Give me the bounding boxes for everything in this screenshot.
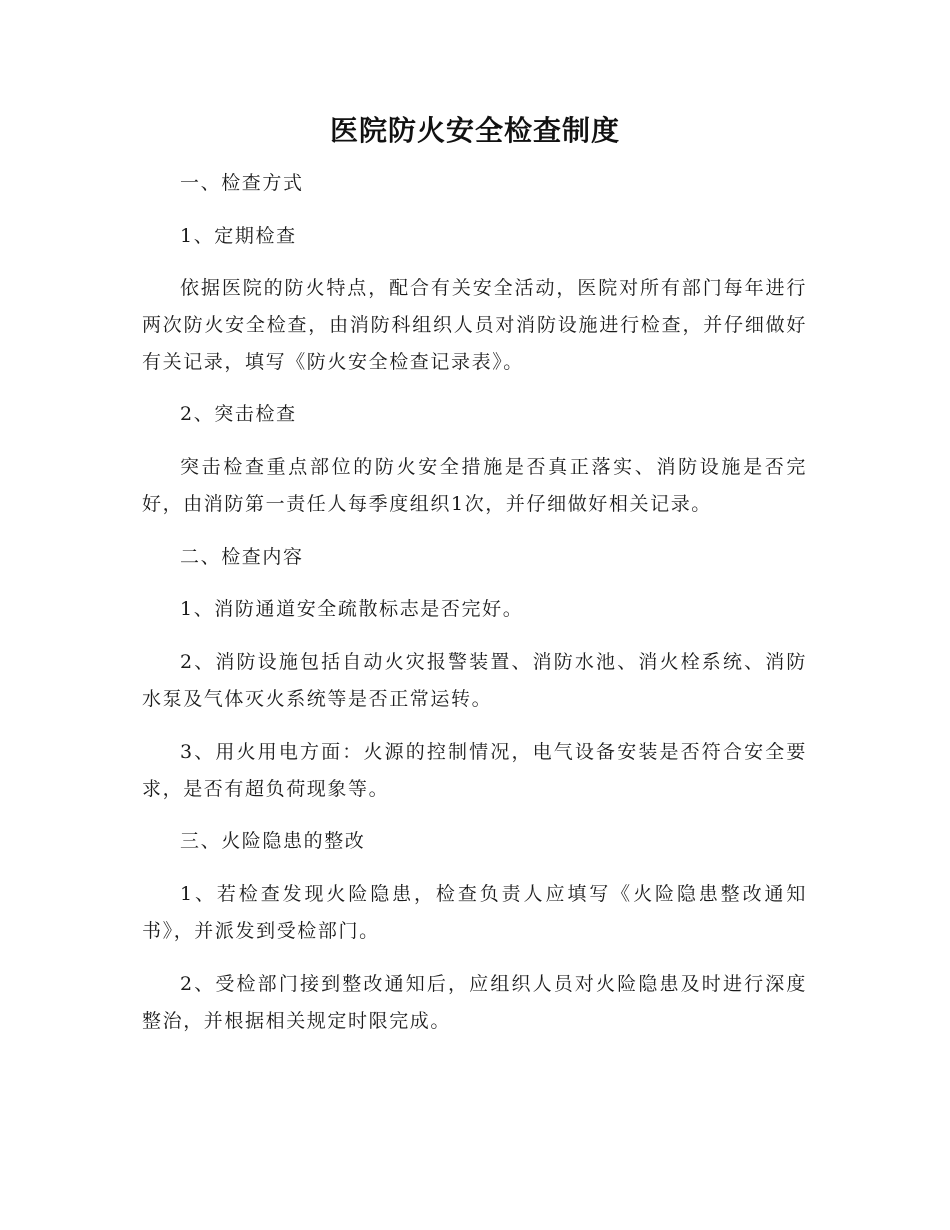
list-item-rectification-deadline: 2、受检部门接到整改通知后，应组织人员对火险隐患及时进行深度整治，并根据相关规定时限完成。	[142, 973, 807, 1032]
list-item-hazard-notice: 1、若检查发现火险隐患，检查负责人应填写《火险隐患整改通知书》，并派发到受检部门。	[142, 883, 807, 942]
section-heading-inspection-method: 一、检查方式	[180, 172, 304, 194]
section-heading-hazard-rectification: 三、火险隐患的整改	[180, 830, 366, 852]
paragraph-regular-inspection: 依据医院的防火特点，配合有关安全活动，医院对所有部门每年进行两次防火安全检查，由消防科组织人员对消防设施进行检查，并仔细做好有关记录，填写《防火安全检查记录表》。	[142, 277, 807, 373]
list-item-fire-facilities: 2、消防设施包括自动火灾报警装置、消防水池、消火栓系统、消防水泵及气体灭火系统等是否正常运转。	[142, 651, 807, 710]
list-item-fire-electricity: 3、用火用电方面：火源的控制情况，电气设备安装是否符合安全要求，是否有超负荷现象等。	[142, 741, 807, 800]
list-item-evacuation-signs: 1、消防通道安全疏散标志是否完好。	[180, 598, 524, 620]
subheading-regular-inspection: 1、定期检查	[180, 225, 297, 247]
document-title: 医院防火安全检查制度	[329, 114, 620, 147]
section-heading-inspection-content: 二、检查内容	[180, 546, 304, 568]
paragraph-surprise-inspection: 突击检查重点部位的防火安全措施是否真正落实、消防设施是否完好，由消防第一责任人每季度组织1次，并仔细做好相关记录。	[142, 456, 807, 515]
subheading-surprise-inspection: 2、突击检查	[180, 403, 297, 425]
